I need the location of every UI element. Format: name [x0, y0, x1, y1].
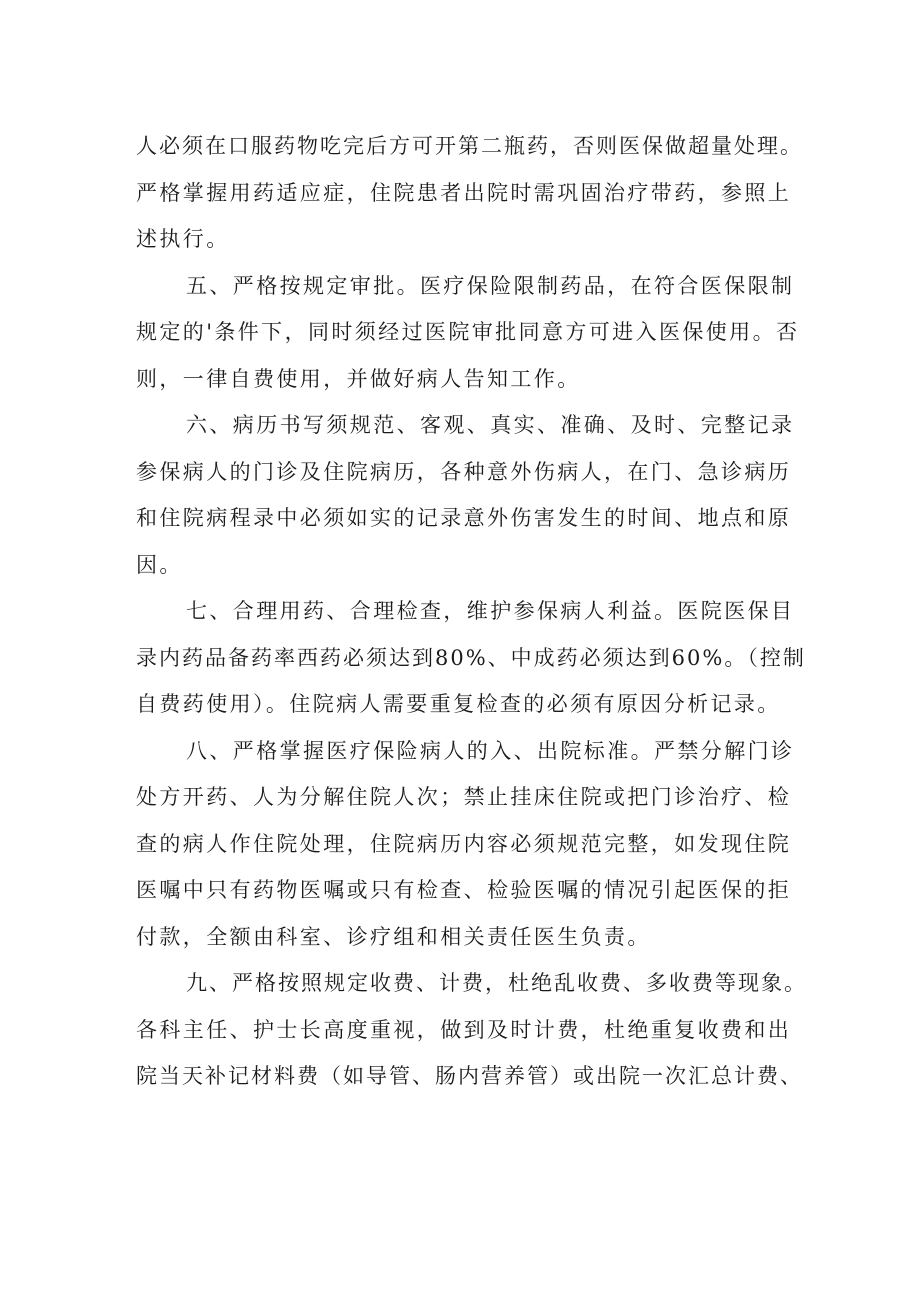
text-line: 和住院病程录中必须如实的记录意外伤害发生的时间、地点和原	[136, 506, 792, 530]
text-line: 则，一律自费使用，并做好病人告知工作。	[136, 366, 581, 391]
text-line: 严格掌握用药适应症，住院患者出院时需巩固治疗带药，参照上	[136, 180, 792, 205]
document-body	[136, 123, 806, 1100]
paragraph-9-heading-line: 九、严格按照规定收费、计费，杜绝乱收费、多收费等现象。	[186, 971, 807, 995]
text-line: 规定的'条件下，同时须经过医院审批同意方可进入医保使用。否	[136, 320, 800, 344]
paragraph-5-heading-line: 五、严格按规定审批。医疗保险限制药品，在符合医保限制	[186, 273, 795, 298]
text-line: 因。	[136, 552, 183, 577]
text-line: 医嘱中只有药物医嘱或只有检查、检验医嘱的情况引起医保的拒	[136, 878, 792, 902]
text-line: 查的病人作住院处理，住院病历内容必须规范完整，如发现住院	[136, 831, 792, 856]
text-line: 述执行。	[136, 227, 230, 251]
text-line: 各科主任、护士长高度重视，做到及时计费，杜绝重复收费和出	[136, 1017, 792, 1042]
paragraph-8-heading-line: 八、严格掌握医疗保险病人的入、出院标准。严禁分解门诊	[186, 738, 795, 763]
text-line: 院当天补记材料费（如导管、肠内营养管）或出院一次汇总计费、	[136, 1064, 803, 1088]
text-line: 自费药使用）。住院病人需要重复检查的必须有原因分析记录。	[136, 692, 781, 716]
text-line: 人必须在口服药物吃完后方可开第二瓶药，否则医保做超量处理。	[136, 134, 803, 158]
paragraph-7-heading-line: 七、合理用药、合理检查，维护参保病人利益。医院医保目	[186, 599, 795, 623]
text-line: 付款，全额由科室、诊疗组和相关责任医生负责。	[136, 924, 651, 949]
paragraph-6-heading-line: 六、病历书写须规范、客观、真实、准确、及时、完整记录	[186, 413, 795, 437]
text-line: 录内药品备药率西药必须达到80%、中成药必须达到60%。（控制	[136, 645, 806, 670]
text-line: 参保病人的门诊及住院病历，各种意外伤病人，在门、急诊病历	[136, 459, 792, 484]
text-line: 处方开药、人为分解住院人次；禁止挂床住院或把门诊治疗、检	[136, 785, 792, 809]
